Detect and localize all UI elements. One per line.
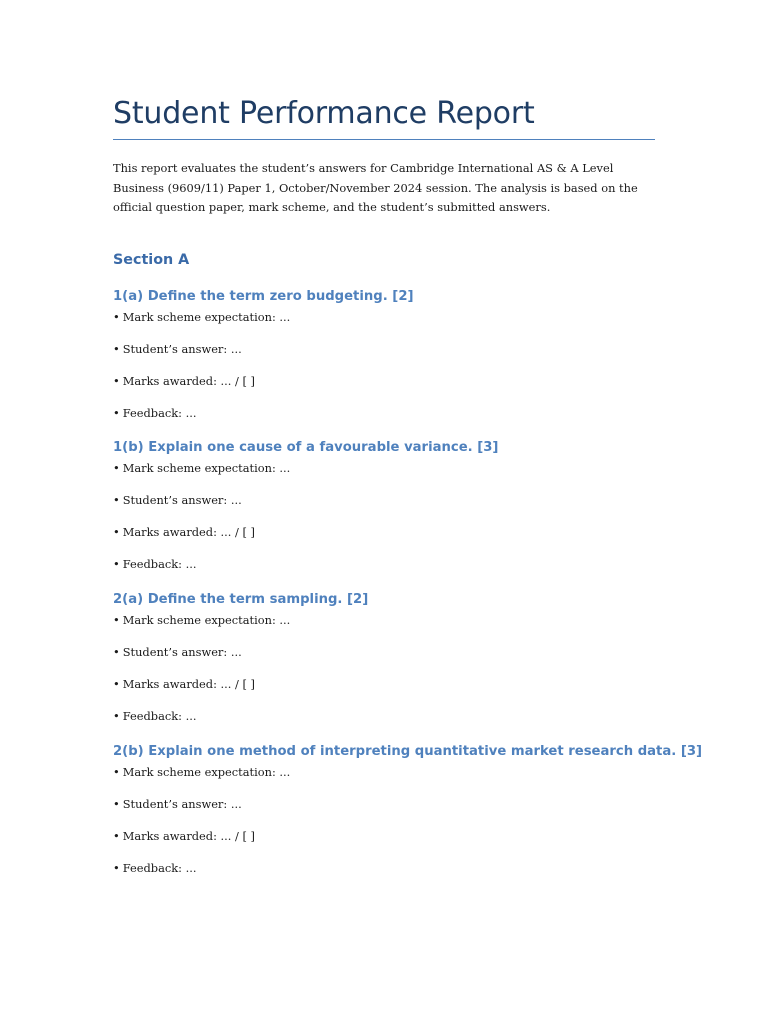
marks-awarded-text: Marks awarded: ... / [ ] [122, 374, 255, 388]
student-answer-item [113, 492, 673, 524]
mark-scheme-item [113, 764, 673, 796]
student-answer-item [113, 796, 673, 828]
bullet: • [113, 310, 120, 324]
bullet: • [113, 374, 120, 388]
marks-awarded-text: Marks awarded: ... / [ ] [122, 829, 255, 843]
question-heading: 1(a) Define the term zero budgeting. [2] [113, 289, 414, 304]
marks-awarded-item [113, 524, 673, 556]
bullet: • [113, 765, 120, 779]
bullet: • [113, 557, 120, 571]
feedback-item [113, 860, 673, 892]
bullet: • [113, 709, 120, 723]
intro-paragraph: This report evaluates the student’s answers for Cambridge International AS & A Level Business (9609/11) Paper 1, October/November 2024 session. The analysis is based on the official question paper, mark scheme, and the student’s submitted answers. [113, 161, 638, 214]
title-underline [113, 139, 655, 140]
feedback-text: Feedback: ... [122, 406, 197, 420]
feedback-item [113, 708, 673, 740]
bullet: • [113, 613, 120, 627]
feedback-text: Feedback: ... [122, 557, 197, 571]
mark-scheme-item [113, 309, 673, 341]
feedback-item [113, 405, 673, 437]
question-block [113, 742, 703, 892]
marks-awarded-item [113, 676, 673, 708]
mark-scheme-text: Mark scheme expectation: ... [122, 765, 291, 779]
mark-scheme-item [113, 612, 673, 644]
marks-awarded-item [113, 373, 673, 405]
marks-awarded-item [113, 828, 673, 860]
bullet: • [113, 797, 120, 811]
bullet: • [113, 525, 120, 539]
page-title: Student Performance Report [113, 96, 535, 131]
student-answer-item [113, 644, 673, 676]
bullet: • [113, 406, 120, 420]
feedback-text: Feedback: ... [122, 709, 197, 723]
mark-scheme-item [113, 460, 673, 492]
question-heading: 1(b) Explain one cause of a favourable variance. [3] [113, 440, 499, 455]
student-answer-text: Student’s answer: ... [122, 645, 242, 659]
student-answer-text: Student’s answer: ... [122, 797, 242, 811]
bullet: • [113, 493, 120, 507]
bullet: • [113, 677, 120, 691]
bullet: • [113, 645, 120, 659]
question-heading: 2(b) Explain one method of interpreting quantitative market research data. [3] [113, 744, 703, 759]
mark-scheme-text: Mark scheme expectation: ... [122, 613, 291, 627]
mark-scheme-text: Mark scheme expectation: ... [122, 310, 291, 324]
bullet: • [113, 342, 120, 356]
question-block [113, 287, 673, 437]
section-heading: Section A [113, 252, 190, 268]
bullet: • [113, 461, 120, 475]
mark-scheme-text: Mark scheme expectation: ... [122, 461, 291, 475]
bullet: • [113, 829, 120, 843]
student-answer-text: Student’s answer: ... [122, 342, 242, 356]
feedback-text: Feedback: ... [122, 861, 197, 875]
marks-awarded-text: Marks awarded: ... / [ ] [122, 677, 255, 691]
question-block [113, 590, 673, 740]
question-block [113, 438, 673, 588]
question-heading: 2(a) Define the term sampling. [2] [113, 592, 369, 607]
marks-awarded-text: Marks awarded: ... / [ ] [122, 525, 255, 539]
student-answer-text: Student’s answer: ... [122, 493, 242, 507]
feedback-item [113, 556, 673, 588]
bullet: • [113, 861, 120, 875]
student-answer-item [113, 341, 673, 373]
